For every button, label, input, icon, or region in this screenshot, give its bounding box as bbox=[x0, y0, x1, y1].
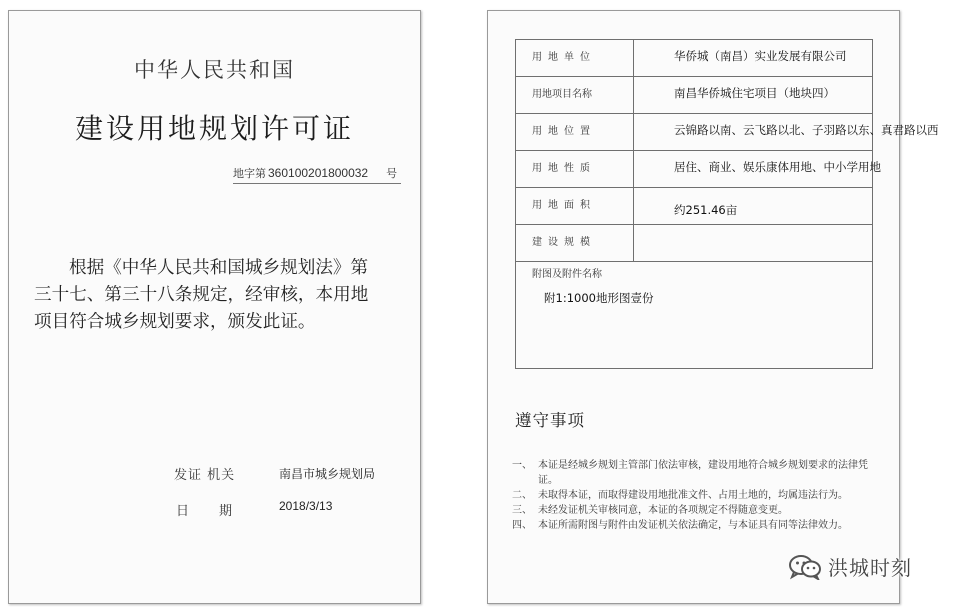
row-label: 用地性质 bbox=[516, 151, 634, 187]
issuing-authority-value: 南昌市城乡规划局 bbox=[279, 467, 376, 481]
table-row bbox=[516, 188, 872, 225]
watermark bbox=[788, 552, 912, 581]
list-item: 一、 本证是经城乡规划主管部门依法审核，建设用地符合城乡规划要求的法律凭证。 bbox=[512, 460, 868, 486]
row-value: 居住、商业、娱乐康体用地、中小学用地 bbox=[674, 160, 881, 174]
document-title: 建设用地规划许可证 bbox=[74, 112, 354, 145]
certificate-number-value: 360100201800032 bbox=[268, 166, 369, 180]
issue-date-value: 2018/3/13 bbox=[279, 499, 333, 513]
certificate-number-underline bbox=[233, 183, 401, 184]
certificate-number-suffix: 号 bbox=[386, 167, 398, 180]
row-label: 用地单位 bbox=[516, 40, 634, 76]
row-value: 南昌华侨城住宅项目（地块四） bbox=[674, 86, 835, 100]
row-label: 建设规模 bbox=[516, 225, 634, 261]
table-row bbox=[516, 77, 872, 114]
row-label: 用地位置 bbox=[516, 114, 634, 150]
notice-list bbox=[512, 458, 887, 533]
certificate-number bbox=[233, 165, 397, 181]
country-name: 中华人民共和国 bbox=[134, 58, 295, 82]
notice-title: 遵守事项 bbox=[515, 411, 585, 430]
row-value: 云锦路以南、云飞路以北、子羽路以东、真君路以西 bbox=[674, 123, 939, 137]
attachments-box bbox=[515, 255, 873, 369]
list-item: 二、 未取得本证，而取得建设用地批准文件、占用土地的，均属违法行为。 bbox=[512, 490, 848, 501]
issue-date-label: 日期 bbox=[176, 504, 263, 519]
row-value: 华侨城（南昌）实业发展有限公司 bbox=[674, 49, 847, 63]
certification-statement bbox=[34, 255, 414, 336]
table-row bbox=[516, 40, 872, 77]
row-label: 用地面积 bbox=[516, 188, 634, 224]
table-row bbox=[516, 151, 881, 188]
attachments-value: 附1:1000地形图壹份 bbox=[544, 291, 654, 305]
certificate-cover-page bbox=[8, 10, 421, 604]
certificate-number-prefix: 地字第 bbox=[233, 167, 266, 180]
statement-line: 根据《中华人民共和国城乡规划法》第 bbox=[69, 258, 369, 278]
list-item: 三、 未经发证机关审核同意，本证的各项规定不得随意变更。 bbox=[512, 505, 788, 516]
issuing-authority-label: 发证 机关 bbox=[174, 468, 236, 483]
row-value: 约251.46亩 bbox=[674, 203, 738, 217]
row-label: 用地项目名称 bbox=[516, 77, 634, 113]
certificate-details-page bbox=[487, 10, 939, 604]
table-row bbox=[516, 114, 939, 151]
wechat-icon bbox=[788, 554, 822, 580]
statement-line: 项目符合城乡规划要求，颁发此证。 bbox=[34, 312, 316, 332]
statement-line: 三十七、第三十八条规定，经审核，本用地 bbox=[34, 285, 369, 305]
watermark-text: 洪城时刻 bbox=[828, 556, 912, 580]
list-item: 四、 本证所需附图与附件由发证机关依法确定，与本证具有同等法律效力。 bbox=[512, 520, 848, 531]
attachments-label: 附图及附件名称 bbox=[532, 269, 602, 280]
land-info-table bbox=[515, 39, 939, 262]
